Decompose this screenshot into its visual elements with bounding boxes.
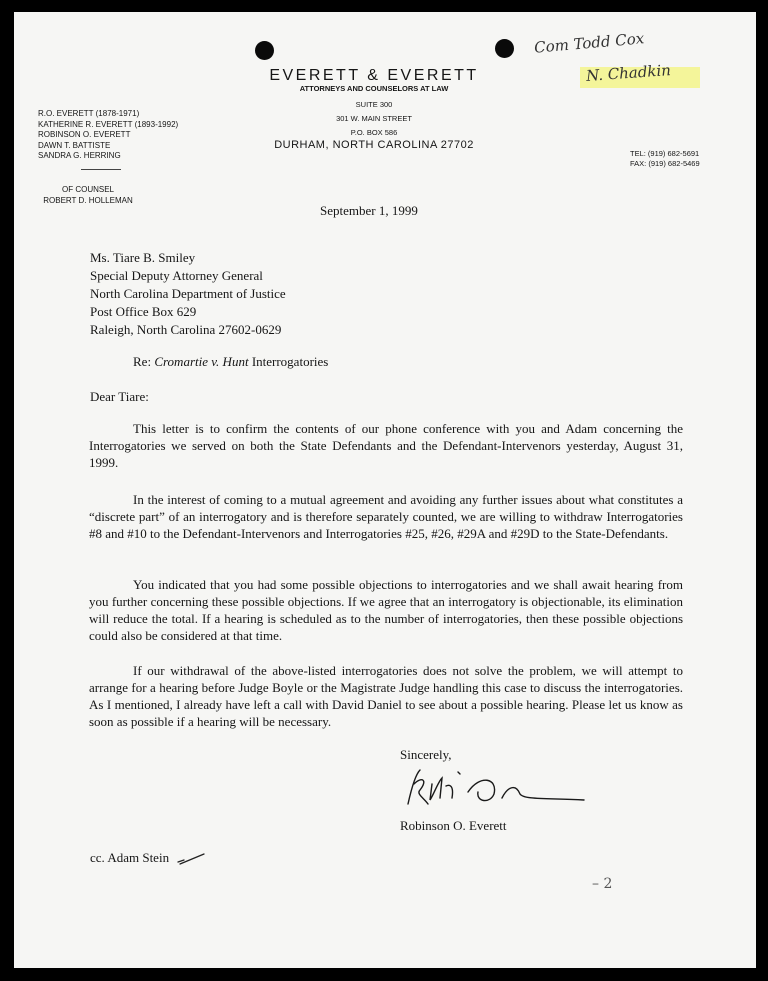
salutation: Dear Tiare: <box>90 389 149 404</box>
closing: Sincerely, <box>400 747 452 762</box>
partner-list <box>38 109 178 178</box>
letter-date: September 1, 1999 <box>320 203 418 218</box>
signature-image <box>398 764 598 816</box>
paragraph-text: In the interest of coming to a mutual agreement and avoiding any further issues about what constitutes a “discrete part” of an interrogatory and is therefore separately counted, we are willing to withdraw Interrogatories #8 and #10 to the Defendant-Intervenors and Interrogatories #25, #26, #29A and #29D to the State-Defendants. <box>89 492 683 541</box>
handwritten-note-line2: N. Chadkin <box>585 61 672 85</box>
contact-info <box>630 149 700 168</box>
firm-po-box: P.O. BOX 586 <box>350 128 398 137</box>
paragraph-1 <box>89 420 683 471</box>
firm-name: EVERETT & EVERETT <box>269 67 479 84</box>
recipient-line: Ms. Tiare B. Smiley <box>90 250 196 265</box>
cc-text: cc. Adam Stein <box>90 850 170 865</box>
divider <box>81 169 121 170</box>
fax: FAX: (919) 682-5469 <box>630 158 700 168</box>
paragraph-3 <box>89 576 683 644</box>
of-counsel-name: ROBERT D. HOLLEMAN <box>43 195 133 205</box>
cc-line <box>90 850 206 866</box>
recipient-line: Raleigh, North Carolina 27602-0629 <box>90 322 282 337</box>
recipient-line: North Carolina Department of Justice <box>90 286 286 301</box>
partner-name: R.O. EVERETT (1878-1971) <box>38 109 140 118</box>
paragraph-2 <box>89 491 683 542</box>
firm-suite: SUITE 300 <box>355 100 393 109</box>
paragraph-text: This letter is to confirm the contents of our phone conference with you and Adam concerning the Interrogatories we served on both the State Defendants and the Defendant-Intervenors yesterday, August 31, 1999. <box>89 421 683 470</box>
re-suffix: Interrogatories <box>251 354 329 369</box>
recipient-line: Special Deputy Attorney General <box>90 268 263 283</box>
handwritten-note-line1: Com Todd Cox <box>533 29 645 57</box>
paragraph-text: You indicated that you had some possible objections to interrogatories and we shall await hearing from you further concerning these possible objections. If we agree that an interrogatory is objectionable, its elimination will reduce the total. If a hearing is scheduled as to the number of interrogatories, then these possible objections could also be considered at that time. <box>89 577 683 643</box>
paragraph-4 <box>89 662 683 730</box>
partner-name: KATHERINE R. EVERETT (1893-1992) <box>38 119 179 129</box>
signer-name: Robinson O. Everett <box>400 818 507 833</box>
punch-hole-left <box>255 41 274 60</box>
firm-subtitle: ATTORNEYS AND COUNSELORS AT LAW <box>299 84 449 93</box>
partner-name: ROBINSON O. EVERETT <box>38 130 131 139</box>
of-counsel <box>38 185 138 206</box>
partner-name: DAWN T. BATTISTE <box>38 140 111 150</box>
re-line <box>133 354 328 370</box>
check-mark-icon <box>176 852 206 866</box>
punch-hole-right <box>495 39 514 58</box>
recipient-line: Post Office Box 629 <box>90 304 197 319</box>
re-case: Cromartie v. Hunt <box>154 354 249 369</box>
firm-city: DURHAM, NORTH CAROLINA 27702 <box>274 139 474 151</box>
paragraph-text: If our withdrawal of the above-listed interrogatories does not solve the problem, we will attempt to arrange for a hearing before Judge Boyle or the Magistrate Judge handling this case to discuss the interrogatories. As I mentioned, I already have left a call with David Daniel to see about a possible hearing. Please let us know as soon as possible if a hearing will be necessary. <box>89 663 683 729</box>
firm-street: 301 W. MAIN STREET <box>336 114 412 123</box>
partner-name: SANDRA G. HERRING <box>38 151 121 160</box>
telephone: TEL: (919) 682-5691 <box>630 149 700 158</box>
re-prefix: Re: <box>133 354 152 369</box>
letter-page <box>14 12 756 968</box>
page-mark: – 2 <box>592 876 613 892</box>
of-counsel-label: OF COUNSEL <box>61 185 114 194</box>
